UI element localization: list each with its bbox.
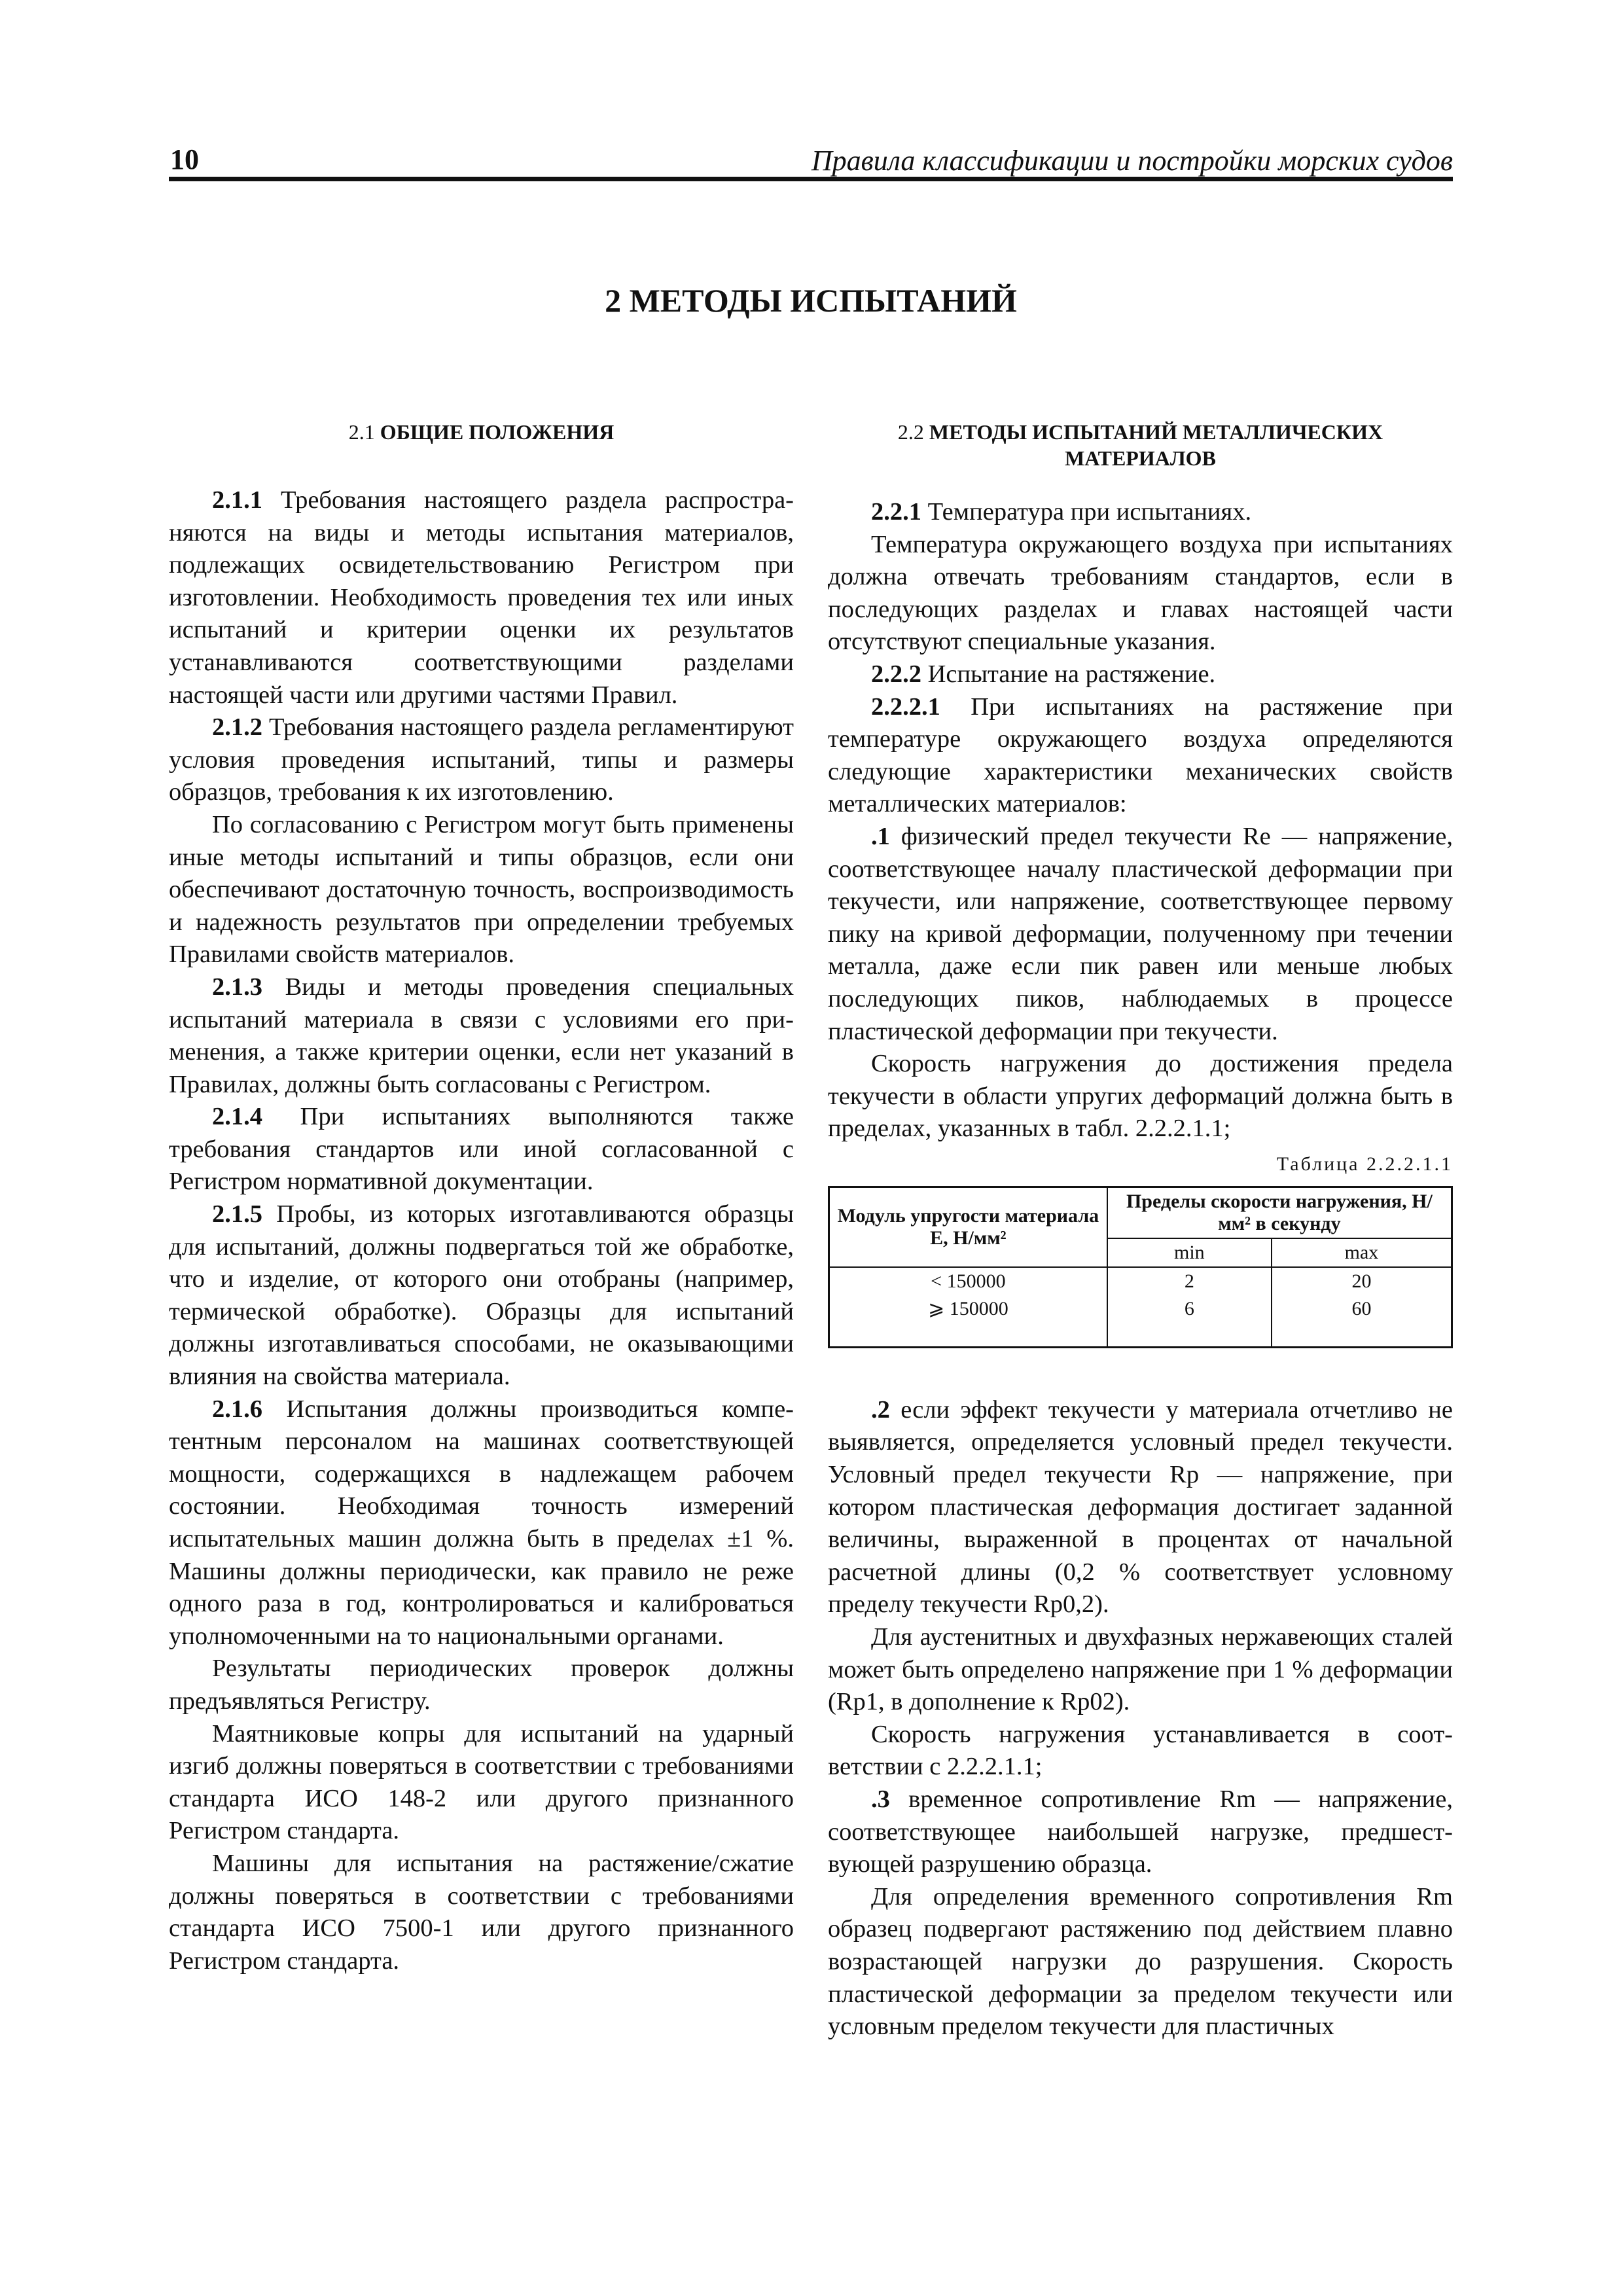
paragraph [828,1621,1453,1719]
section-number: 2.1 [348,420,375,444]
paragraph-number: .3 [871,1785,890,1813]
paragraph [169,711,794,809]
paragraph [828,1784,1453,1881]
table-header-max: max [1272,1238,1452,1267]
section-heading-2-2 [828,419,1453,471]
paragraph-text: Маятниковые копры для испытаний на ударный изгиб должны поверяться в соответствии с требованиями стандарта ИСО 148-2 или другого признанного Регистром стандарта. [169,1719,794,1845]
paragraph-text: Для аустенитных и двухфазных нержавеющих сталей может быть определено напряжение при 1 % деформации (Rp1, в дополнение к Rp02). [828,1623,1453,1716]
paragraph-text: Испытания должны производиться компетентным персоналом на машинах соответствующей мощности, содержащихся в надлежащем рабочем состоянии. Необходимая точность измерений испытательных машин должна быть в пределах ±1 %. Машины должны периодически, как правило не реже одного раза в год, контролироваться и калиброваться уполномоченными на то национальными органами. [169,1395,794,1650]
left-column [169,419,794,1977]
paragraph-number: 2.1.4 [212,1103,262,1131]
paragraph [169,971,794,1101]
paragraph [828,1719,1453,1784]
table-header-min: min [1107,1238,1272,1267]
paragraph-text: Испытание на растяжение. [921,660,1216,688]
paragraph-number: 2.1.6 [212,1395,262,1423]
paragraph [828,529,1453,658]
paragraph-text: При испытаниях выполняются также требования стандартов или иной согласованной с Регистром нормативной документации. [169,1103,794,1196]
paragraph [169,1393,794,1653]
table-cell-max: 60 [1272,1295,1452,1348]
paragraph-text: Машины для испытания на растяжение/сжатие должны поверяться в соответствии с требованиями стандарта ИСО 7500-1 или другого признанного Регистром стандарта. [169,1849,794,1975]
paragraph [828,1048,1453,1145]
section-heading-2-1 [169,419,794,445]
paragraph-number: 2.1.5 [212,1200,262,1229]
paragraph [828,821,1453,1048]
paragraph-number: 2.1.3 [212,973,262,1001]
right-paragraphs-before-table [828,496,1453,1145]
table-cell-min: 6 [1107,1295,1272,1348]
section-number: 2.2 [897,420,924,444]
table-header-group [1107,1187,1452,1238]
paragraph-text: Виды и методы проведения специальных испытаний материала в связи с условиями его применения, а также критерии оценки, если нет указаний в Правилах, должны быть согласованы с Регистром. [169,973,794,1098]
table-caption: Таблица 2.2.2.1.1 [1276,1153,1453,1175]
table-header-group-text: Пределы скорости нагружения, Н/мм² в секунду [1126,1190,1433,1234]
table-cell-modulus: < 150000 [829,1267,1107,1295]
table-header-modulus [829,1187,1107,1267]
paragraph [828,496,1453,529]
paragraph-text: физический предел текучести Re — напряжение, соответствующее началу пластической деформации при текучести, или напряжение, соответствующее первому пику на кривой деформации, полученному при течении металла, даже если пик равен или меньше любых последующих пиков, наблюдаемых в процессе пластической деформации при текучести. [828,822,1453,1045]
table-cell-modulus: ⩾ 150000 [829,1295,1107,1348]
table-row [829,1267,1452,1295]
paragraph-number: 2.2.1 [871,498,921,526]
section-title-line1: МЕТОДЫ ИСПЫТАНИЙ МЕТАЛЛИЧЕСКИХ [929,420,1383,444]
paragraph [169,1653,794,1717]
paragraph-number: 2.2.2 [871,660,921,688]
paragraph-text: Пробы, из которых изготавливаются образцы для испытаний, должны подвергаться той же обработке, что и изделие, от которого они отобраны (например, термической обработке). Образцы для испытаний должны изготавливаться способами, не оказывающими влияния на свойства материала. [169,1200,794,1391]
paragraph-text: Температура окружающего воздуха при испытаниях должна отвечать требованиям стандартов, если в последующих разделах и главах настоящей части отсутствуют специальные указания. [828,530,1453,656]
paragraph [828,658,1453,691]
table-row [829,1295,1452,1348]
page-number: 10 [170,143,199,175]
paragraph [828,1394,1453,1621]
paragraph-text: Скорость нагружения устанавливается в соответствии с 2.2.2.1.1; [828,1720,1453,1781]
paragraph-text: Температура при испытаниях. [921,498,1252,526]
paragraph-number: .1 [871,822,890,850]
section-title: ОБЩИЕ ПОЛОЖЕНИЯ [380,420,615,444]
paragraph-text: Результаты периодических проверок должны предъявляться Регистру. [169,1655,794,1715]
chapter-title: 2 МЕТОДЫ ИСПЫТАНИЙ [605,282,1017,319]
table-cell-min: 2 [1107,1267,1272,1295]
paragraph [828,691,1453,821]
table-body [829,1267,1452,1348]
paragraph-text: временное сопротивление Rm — напряжение, соответствующее наибольшей нагрузке, предшествующей разрушению образца. [828,1785,1453,1878]
paragraph [169,1198,794,1393]
paragraph [169,1848,794,1977]
paragraph-text: Для определения временного сопротивления Rm образец подвергают растяжению под действием плавно возрастающей нагрузки до разрушения. Скорость пластической деформации за пределом текучести или условным пределом текучести для пластичных [828,1882,1453,2041]
paragraph-text: Требования настоящего раздела регламентируют условия проведения испытаний, типы и размеры образцов, требования к их изготовлению. [169,713,794,806]
paragraph-text: Требования настоящего раздела распространяются на виды и методы испытания материалов, подлежащих освидетельствованию Регистром при изготовлении. Необходимость проведения тех или иных испытаний и критерии оценки их результатов устанавливаются соответствующими разделами настоящей части или другими частями Правил. [169,486,794,709]
left-paragraphs [169,484,794,1977]
paragraph-number: 2.1.2 [212,713,262,742]
right-column [828,419,1453,2043]
paragraph [169,484,794,711]
paragraph-text: Скорость нагружения до достижения предела текучести в области упругих деформаций должна быть в пределах, указанных в табл. 2.2.2.1.1; [828,1050,1453,1143]
loading-rate-table [828,1186,1453,1348]
paragraph-text: если эффект текучести у материала отчетливо не выявляется, определяется условный предел текучести. Условный предел текучести Rp — напряжение, при котором пластическая деформация достигает заданной величины, выраженной в процентах от начальной расчетной длины (0,2 % соответствует условному пределу текучести Rp0,2). [828,1395,1453,1619]
page-header [169,137,1453,181]
paragraph [828,1881,1453,2043]
right-paragraphs-after-table [828,1394,1453,2043]
paragraph-number: 2.1.1 [212,486,262,514]
paragraph [169,1718,794,1848]
paragraph-number: 2.2.2.1 [871,692,940,721]
paragraph-number: .2 [871,1395,890,1424]
paragraph [169,1101,794,1198]
section-title-line2: МАТЕРИАЛОВ [1065,446,1216,470]
running-title: Правила классификации и постройки морских судов [811,145,1453,177]
table-cell-max: 20 [1272,1267,1452,1295]
paragraph-text: При испытаниях на растяжение при температуре окружающего воздуха определяются следующие характеристики механических свойств металлических материалов: [828,692,1453,818]
paragraph-text: По согласованию с Регистром могут быть применены иные методы испытаний и типы образцов, если они обеспечивают достаточную точность, воспроизводимость и надежность результатов при определении требуемых Правилами свойств материалов. [169,810,794,969]
paragraph [169,809,794,971]
table-header-modulus-text: Модуль упругости материала E, Н/мм² [837,1204,1099,1249]
